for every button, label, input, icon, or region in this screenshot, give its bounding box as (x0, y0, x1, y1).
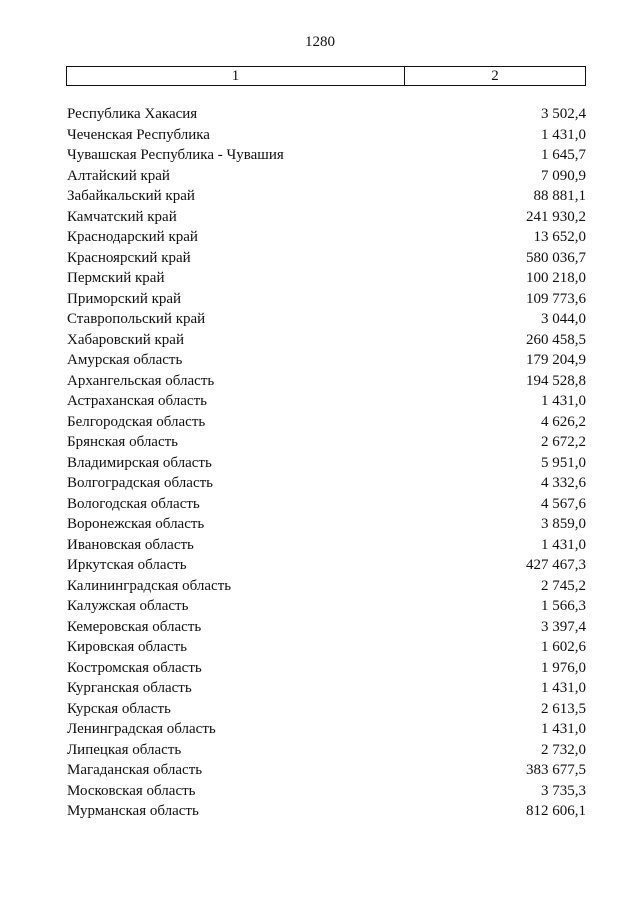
table-row (67, 309, 587, 330)
region-name: Мурманская область (67, 803, 199, 820)
region-value: 1 431,0 (541, 721, 586, 738)
column-header-1: 1 (67, 67, 405, 85)
table-header (66, 66, 586, 86)
region-value: 1 431,0 (541, 536, 586, 553)
region-value: 1 645,7 (541, 147, 586, 164)
region-value: 1 602,6 (541, 639, 586, 656)
table-row (67, 637, 587, 658)
region-value: 2 613,5 (541, 700, 586, 717)
region-value: 4 567,6 (541, 495, 586, 512)
region-name: Курская область (67, 700, 171, 717)
region-value: 179 204,9 (526, 352, 586, 369)
region-name: Чеченская Республика (67, 126, 210, 143)
table-row (67, 514, 587, 535)
region-value: 1 431,0 (541, 126, 586, 143)
table-row (67, 760, 587, 781)
region-name: Краснодарский край (67, 229, 198, 246)
region-value: 194 528,8 (526, 372, 586, 389)
table-row (67, 719, 587, 740)
table-body (67, 104, 587, 822)
region-name: Астраханская область (67, 393, 207, 410)
region-name: Пермский край (67, 270, 165, 287)
region-value: 13 652,0 (533, 229, 586, 246)
region-value: 88 881,1 (533, 188, 586, 205)
table-row (67, 781, 587, 802)
region-name: Иркутская область (67, 557, 187, 574)
region-value: 383 677,5 (526, 762, 586, 779)
table-row (67, 104, 587, 125)
table-row (67, 617, 587, 638)
table-row (67, 391, 587, 412)
region-name: Забайкальский край (67, 188, 195, 205)
table-row (67, 596, 587, 617)
table-row (67, 432, 587, 453)
table-row (67, 289, 587, 310)
region-value: 7 090,9 (541, 167, 586, 184)
region-value: 4 626,2 (541, 413, 586, 430)
region-name: Амурская область (67, 352, 183, 369)
region-value: 3 502,4 (541, 106, 586, 123)
table-row (67, 248, 587, 269)
region-name: Архангельская область (67, 372, 215, 389)
table-row (67, 801, 587, 822)
region-name: Московская область (67, 782, 196, 799)
region-value: 260 458,5 (526, 331, 586, 348)
region-value: 1 431,0 (541, 680, 586, 697)
region-name: Магаданская область (67, 762, 203, 779)
region-name: Хабаровский край (67, 331, 184, 348)
region-name: Волгоградская область (67, 475, 213, 492)
table-row (67, 555, 587, 576)
region-name: Красноярский край (67, 249, 191, 266)
table-row (67, 535, 587, 556)
region-value: 100 218,0 (526, 270, 586, 287)
table-row (67, 699, 587, 720)
region-name: Камчатский край (67, 208, 177, 225)
region-value: 3 397,4 (541, 618, 586, 635)
region-value: 2 732,0 (541, 741, 586, 758)
table-row (67, 207, 587, 228)
table-row (67, 186, 587, 207)
column-header-2: 2 (491, 67, 499, 84)
table-row (67, 412, 587, 433)
page-number: 1280 (305, 34, 335, 50)
region-value: 1 976,0 (541, 659, 586, 676)
region-name: Республика Хакасия (67, 106, 198, 123)
region-name: Кировская область (67, 639, 188, 656)
region-name: Костромская область (67, 659, 202, 676)
region-name: Курганская область (67, 680, 192, 697)
region-name: Владимирская область (67, 454, 212, 471)
region-value: 4 332,6 (541, 475, 586, 492)
region-name: Ленинградская область (67, 721, 216, 738)
table-row (67, 145, 587, 166)
table-row (67, 330, 587, 351)
region-name: Калининградская область (67, 577, 232, 594)
region-name: Белгородская область (67, 413, 206, 430)
region-name: Брянская область (67, 434, 179, 451)
region-value: 427 467,3 (526, 557, 586, 574)
region-value: 812 606,1 (526, 803, 586, 820)
region-value: 5 951,0 (541, 454, 586, 471)
table-row (67, 125, 587, 146)
region-name: Воронежская область (67, 516, 205, 533)
region-name: Алтайский край (67, 167, 170, 184)
region-value: 2 745,2 (541, 577, 586, 594)
table-row (67, 453, 587, 474)
table-row (67, 268, 587, 289)
region-name: Ивановская область (67, 536, 194, 553)
table-row (67, 678, 587, 699)
region-name: Калужская область (67, 598, 189, 615)
table-row (67, 494, 587, 515)
region-name: Ставропольский край (67, 311, 206, 328)
table-row (67, 227, 587, 248)
table-row (67, 350, 587, 371)
region-name: Липецкая область (67, 741, 182, 758)
region-value: 109 773,6 (526, 290, 586, 307)
table-row (67, 473, 587, 494)
table-row (67, 658, 587, 679)
region-name: Чувашская Республика - Чувашия (67, 147, 284, 164)
region-value: 2 672,2 (541, 434, 586, 451)
region-value: 1 431,0 (541, 393, 586, 410)
table-row (67, 371, 587, 392)
region-value: 1 566,3 (541, 598, 586, 615)
region-value: 580 036,7 (526, 249, 586, 266)
region-value: 3 735,3 (541, 782, 586, 799)
table-row (67, 166, 587, 187)
table-row (67, 740, 587, 761)
region-name: Вологодская область (67, 495, 200, 512)
region-value: 241 930,2 (526, 208, 586, 225)
region-value: 3 859,0 (541, 516, 586, 533)
region-name: Кемеровская область (67, 618, 202, 635)
table-row (67, 576, 587, 597)
region-value: 3 044,0 (541, 311, 586, 328)
region-name: Приморский край (67, 290, 182, 307)
